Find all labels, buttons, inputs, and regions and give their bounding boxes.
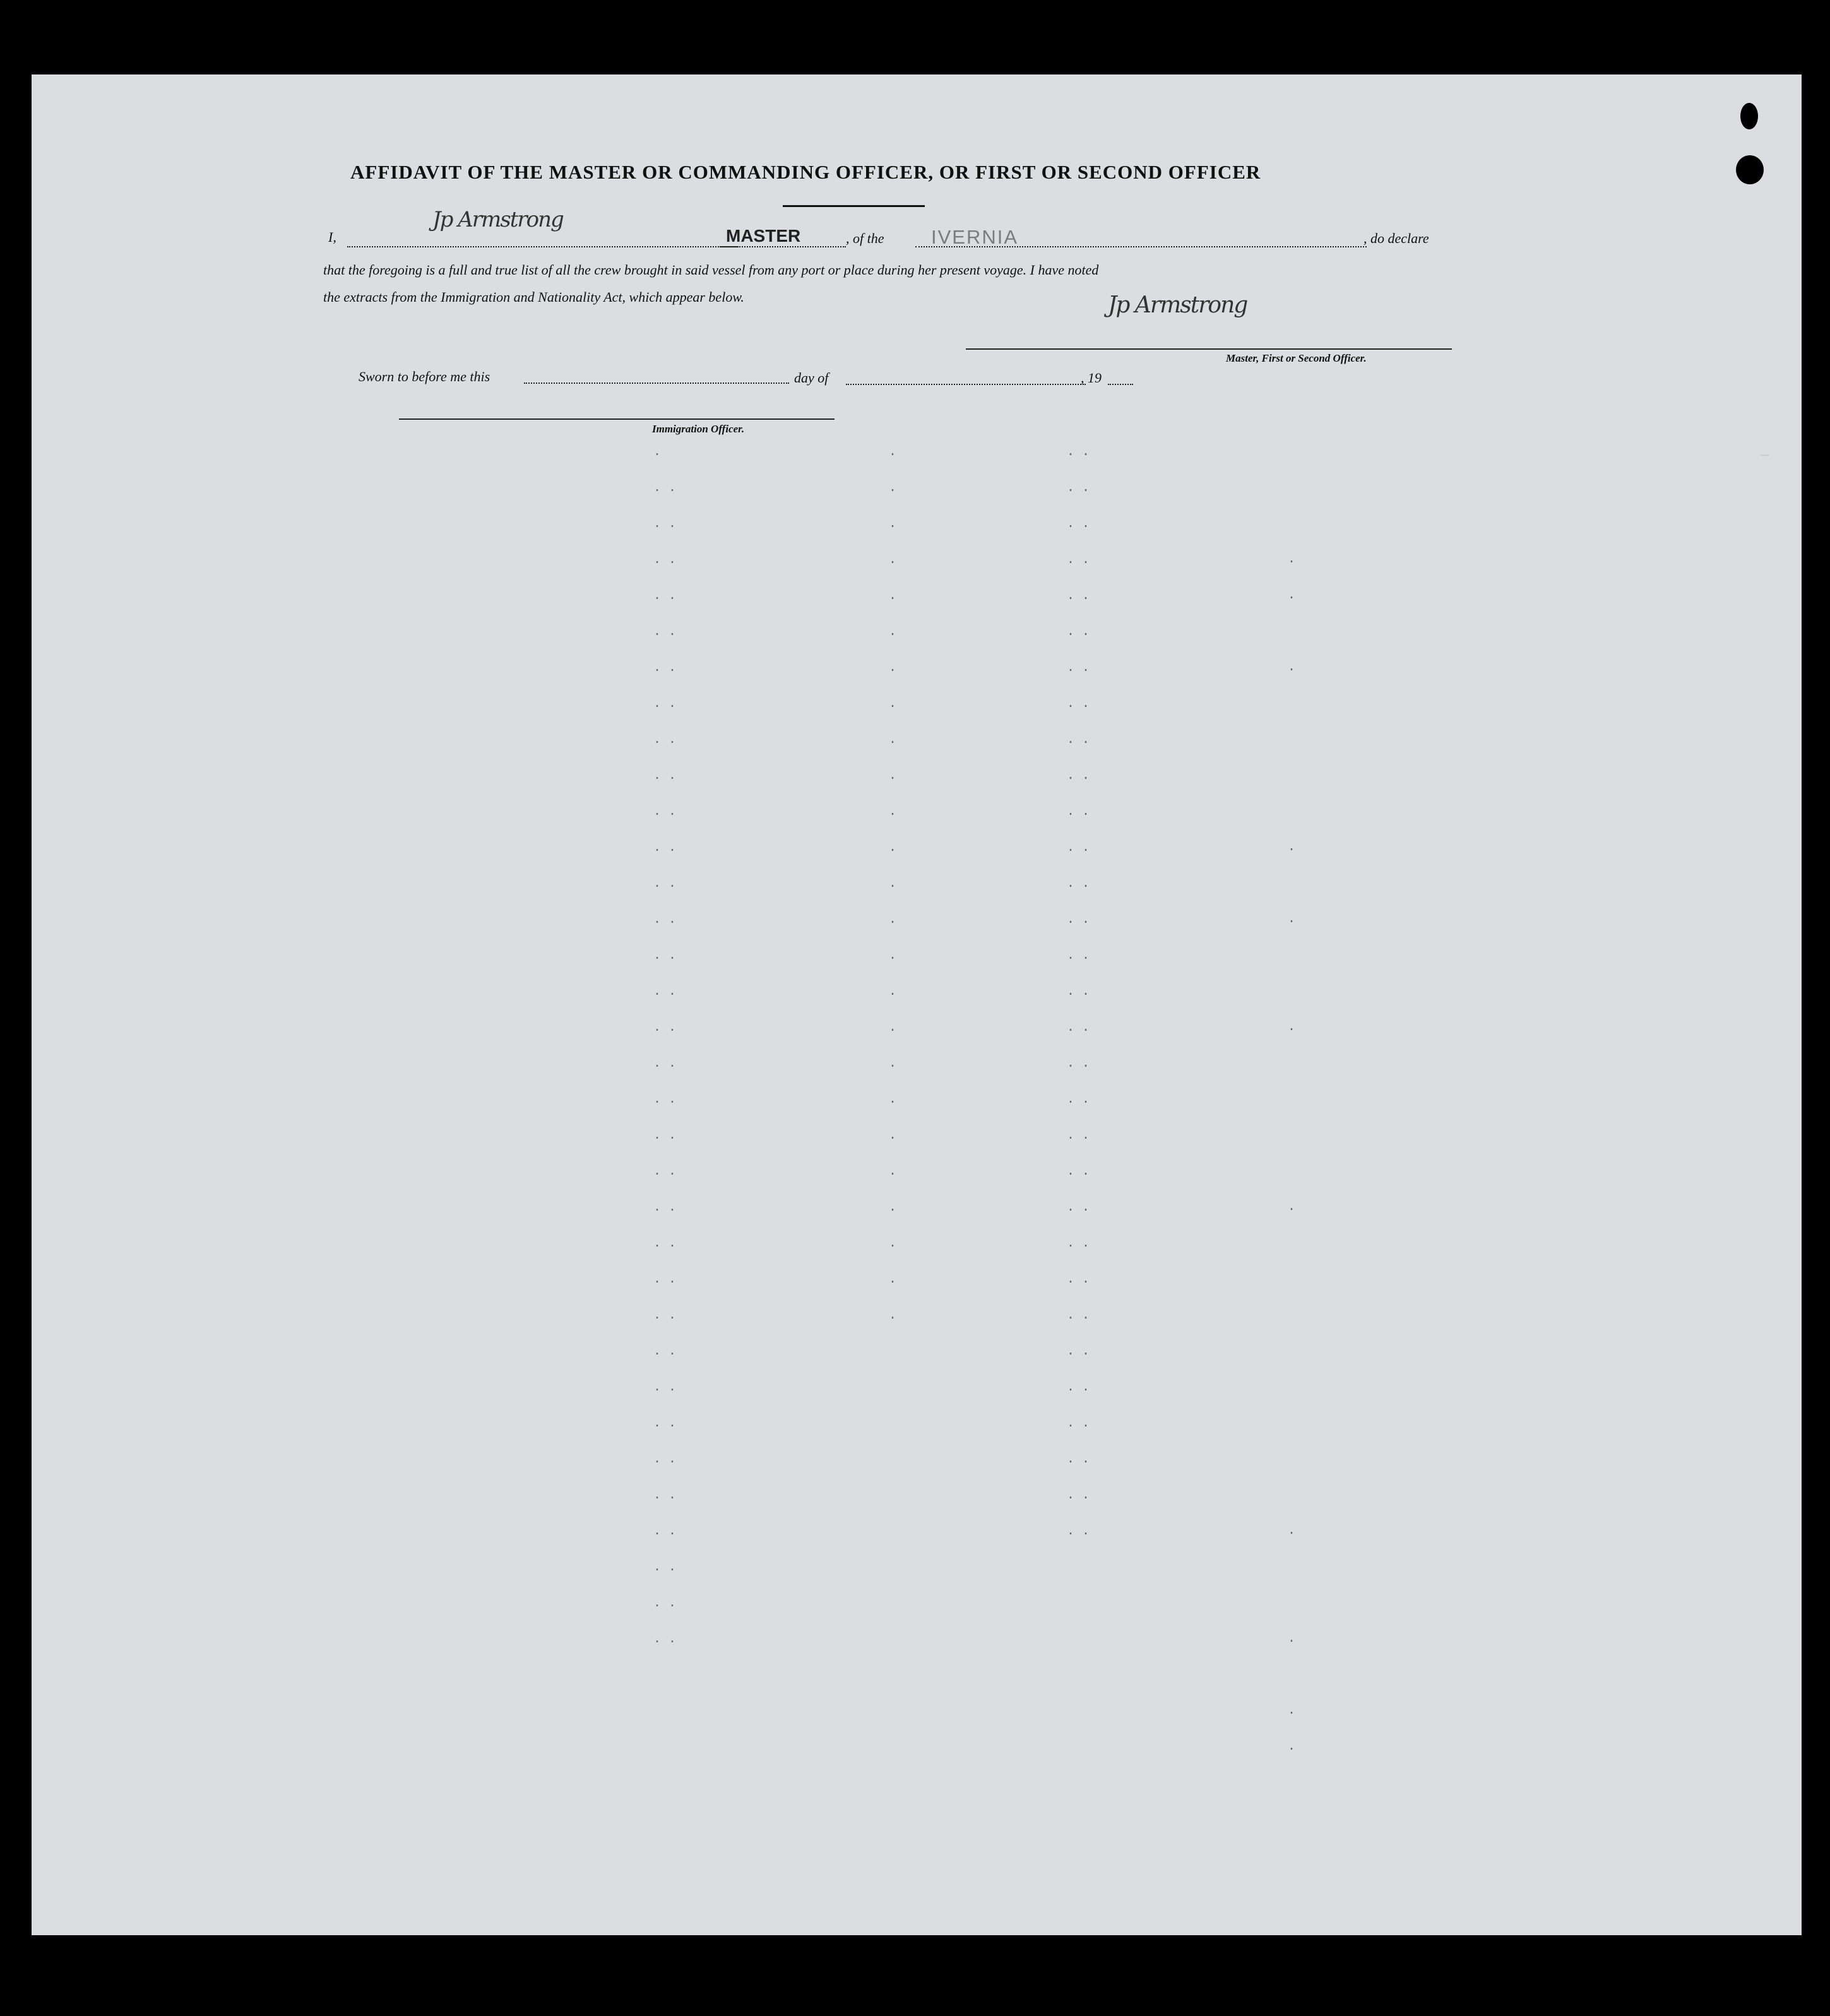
declaration-line-1: that the foregoing is a full and true list of all the crew brought in said vessel from any port or place during her present voyage. I have noted bbox=[323, 262, 1099, 278]
sworn-day-blank bbox=[524, 357, 789, 384]
sworn-label: Sworn to before me this bbox=[359, 369, 490, 384]
do-declare-label: , do declare bbox=[1364, 230, 1429, 246]
signature-line bbox=[966, 348, 1452, 350]
vessel-name-typed: IVERNIA bbox=[931, 226, 1019, 248]
i-prefix: I, bbox=[328, 229, 336, 245]
year-prefix-label: , 19 bbox=[1081, 370, 1102, 386]
title-underline bbox=[783, 205, 925, 207]
master-name-handwritten: Jp Armstrong bbox=[432, 207, 563, 232]
day-of-label: day of bbox=[794, 370, 829, 386]
signature-caption: Master, First or Second Officer. bbox=[1226, 352, 1367, 364]
immigration-officer-caption: Immigration Officer. bbox=[652, 423, 745, 435]
punch-hole-bottom bbox=[1736, 155, 1764, 184]
immigration-officer-line bbox=[399, 418, 835, 420]
declaration-line-2: the extracts from the Immigration and Nationality Act, which appear below. bbox=[323, 289, 744, 305]
of-the-label: , of the bbox=[846, 230, 884, 246]
affidavit-title: AFFIDAVIT OF THE MASTER OR COMMANDING OFFICER, OR FIRST OR SECOND OFFICER bbox=[350, 161, 1261, 183]
rank-blank bbox=[720, 221, 846, 247]
punch-hole-top bbox=[1740, 103, 1758, 129]
officer-signature: Jp Armstrong bbox=[1108, 292, 1247, 318]
sworn-year-blank bbox=[1108, 359, 1133, 385]
rank-typed: MASTER bbox=[726, 226, 801, 246]
sworn-month-blank bbox=[846, 359, 1086, 385]
document-page: — . . . . . . . . . . . . . . . . . . . . . . . . . . . . . . . . . . . . . . . . . . . . . . . . . . . . . . . . . . . . . . . . . . . . . . . . . . . . . . . . . . . . . . . . . . . . . . . . . . . . . . . . . . . . . . . . . . . . . . . . . . . . . . . . . . . . . . . . . . . . . . . . . . . . . . . . . . . . . . . . . . . . . AFFIDAVIT OF THE MASTER OR COMMANDING OFFICER, OR FIRST OR SECOND OFFICER I, Jp Armstrong MASTER , of the IVERNIA , do declare that the foregoing is a full and true list of all the crew brought in said vessel from any port or place during her present voyage. I have noted the extracts from the Immigration and Nationality Act, which appear below. Jp Armstrong Master, First or Second Officer. Sworn to before me this day of , 19 Immigration Officer. bbox=[32, 74, 1802, 1935]
